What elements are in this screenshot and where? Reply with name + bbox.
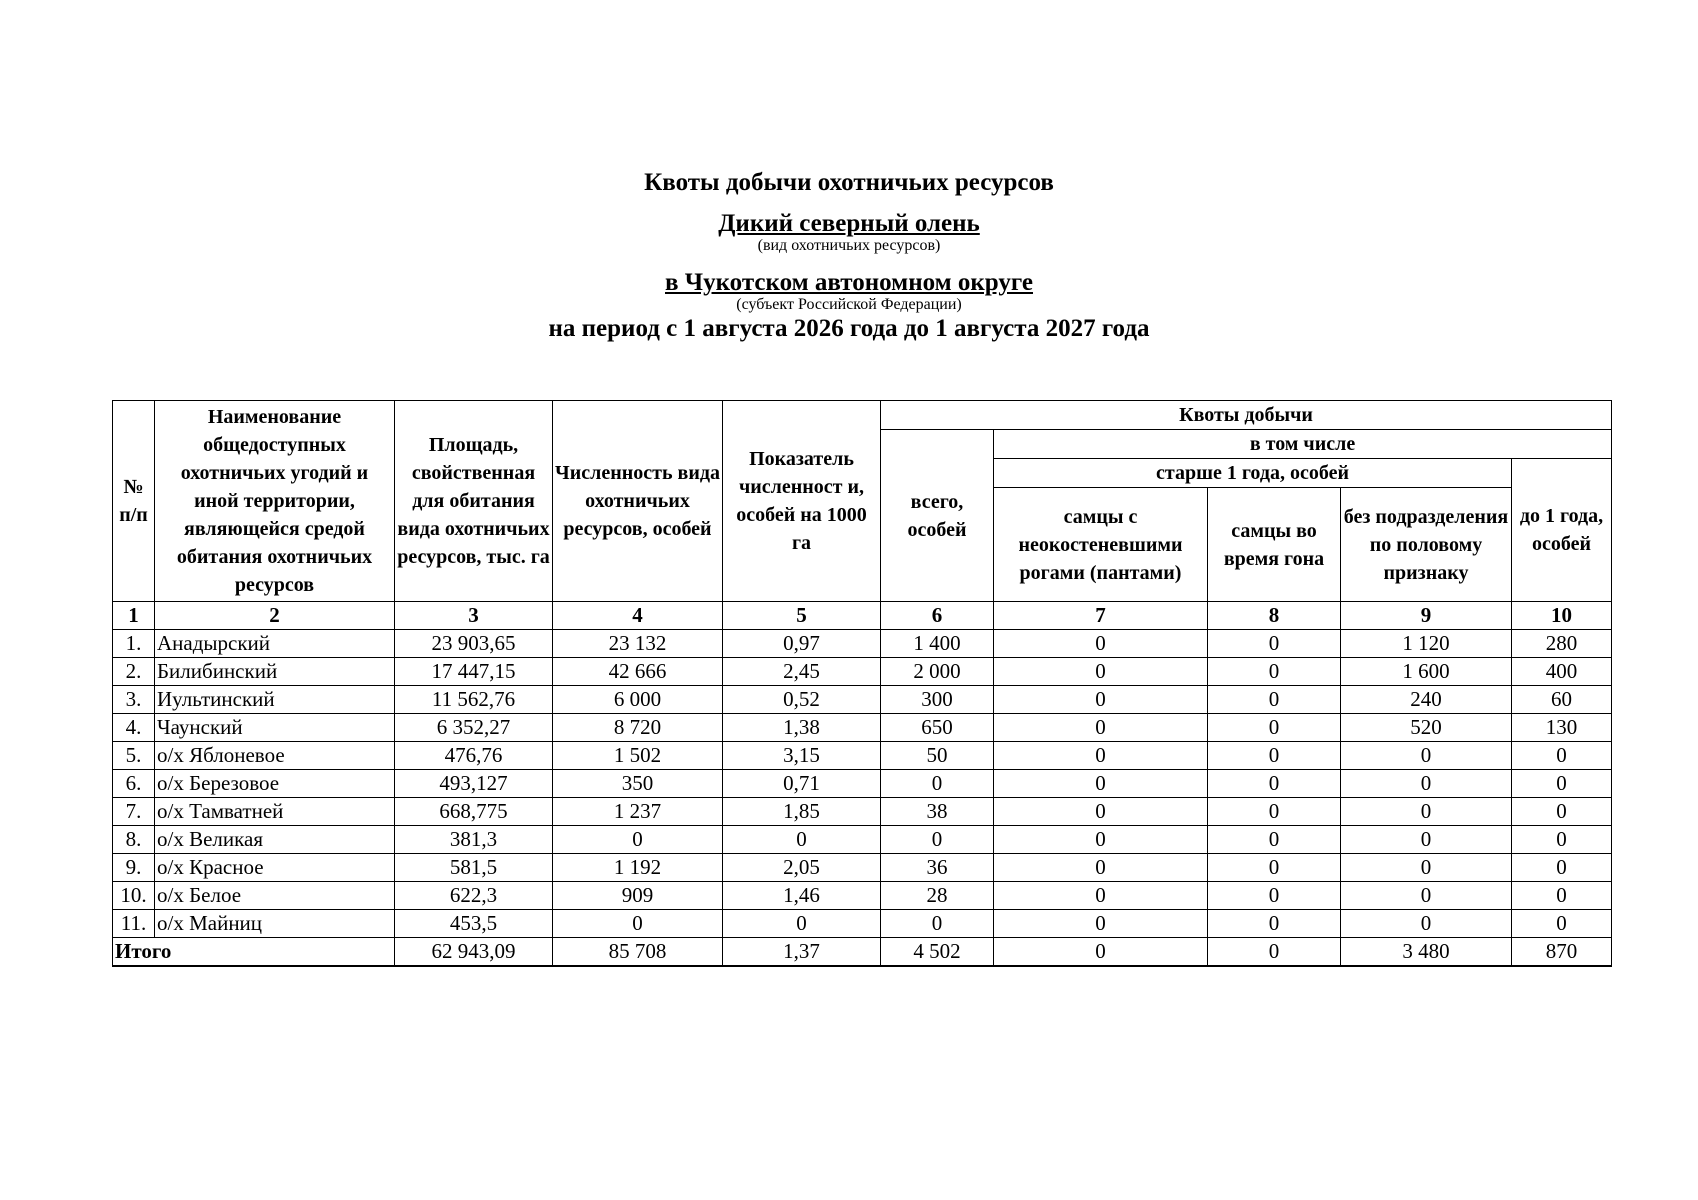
area-size: 493,127 xyxy=(395,770,553,798)
area-name: Билибинский xyxy=(155,658,395,686)
population: 350 xyxy=(553,770,723,798)
density: 1,85 xyxy=(723,798,881,826)
density: 0,71 xyxy=(723,770,881,798)
area-size: 23 903,65 xyxy=(395,630,553,658)
quota-rut: 0 xyxy=(1208,686,1341,714)
area-size: 381,3 xyxy=(395,826,553,854)
row-number: 11. xyxy=(113,910,155,938)
header-rut: самцы во время гона xyxy=(1208,488,1341,602)
header-velvet: самцы с неокостеневшими рогами (пантами) xyxy=(994,488,1208,602)
quota-young: 60 xyxy=(1512,686,1612,714)
population: 42 666 xyxy=(553,658,723,686)
quota-table xyxy=(112,400,1612,967)
area-name: о/х Красное xyxy=(155,854,395,882)
quota-total: 0 xyxy=(881,910,994,938)
quota-rut: 0 xyxy=(1208,714,1341,742)
quota-young: 0 xyxy=(1512,882,1612,910)
column-number: 7 xyxy=(994,602,1208,630)
total-young: 870 xyxy=(1512,938,1612,967)
header-older: старше 1 года, особей xyxy=(994,459,1512,488)
row-number: 7. xyxy=(113,798,155,826)
header-population: Численность вида охотничьих ресурсов, особей xyxy=(553,401,723,602)
column-number: 2 xyxy=(155,602,395,630)
quota-young: 0 xyxy=(1512,798,1612,826)
population: 909 xyxy=(553,882,723,910)
area-name: Иультинский xyxy=(155,686,395,714)
table-row xyxy=(113,910,1612,938)
area-name: о/х Тамватней xyxy=(155,798,395,826)
quota-rut: 0 xyxy=(1208,910,1341,938)
quota-rut: 0 xyxy=(1208,882,1341,910)
population: 23 132 xyxy=(553,630,723,658)
total-no-sex: 3 480 xyxy=(1341,938,1512,967)
quota-young: 400 xyxy=(1512,658,1612,686)
area-size: 581,5 xyxy=(395,854,553,882)
quota-no-sex: 0 xyxy=(1341,798,1512,826)
quota-total: 36 xyxy=(881,854,994,882)
document-header xyxy=(0,168,1698,344)
column-number-row xyxy=(113,602,1612,630)
area-name: Анадырский xyxy=(155,630,395,658)
column-number: 1 xyxy=(113,602,155,630)
quota-velvet: 0 xyxy=(994,658,1208,686)
table-row xyxy=(113,770,1612,798)
quota-young: 130 xyxy=(1512,714,1612,742)
density: 3,15 xyxy=(723,742,881,770)
area-size: 453,5 xyxy=(395,910,553,938)
table-row xyxy=(113,798,1612,826)
header-no-sex: без подразделения по половому признаку xyxy=(1341,488,1512,602)
quota-no-sex: 1 600 xyxy=(1341,658,1512,686)
quota-velvet: 0 xyxy=(994,742,1208,770)
area-size: 476,76 xyxy=(395,742,553,770)
quota-velvet: 0 xyxy=(994,882,1208,910)
column-number: 4 xyxy=(553,602,723,630)
table-row xyxy=(113,882,1612,910)
quota-rut: 0 xyxy=(1208,826,1341,854)
row-number: 8. xyxy=(113,826,155,854)
quota-velvet: 0 xyxy=(994,798,1208,826)
column-number: 8 xyxy=(1208,602,1341,630)
area-name: о/х Яблоневое xyxy=(155,742,395,770)
density: 0,97 xyxy=(723,630,881,658)
quota-no-sex: 0 xyxy=(1341,742,1512,770)
total-row xyxy=(113,938,1612,967)
density: 1,46 xyxy=(723,882,881,910)
table-row xyxy=(113,854,1612,882)
density: 0 xyxy=(723,826,881,854)
quota-rut: 0 xyxy=(1208,742,1341,770)
table-header xyxy=(113,401,1612,630)
quota-rut: 0 xyxy=(1208,630,1341,658)
header-density: Показатель численност и, особей на 1000 га xyxy=(723,401,881,602)
total-quota: 4 502 xyxy=(881,938,994,967)
population: 1 502 xyxy=(553,742,723,770)
quota-total: 0 xyxy=(881,770,994,798)
table-row xyxy=(113,826,1612,854)
area-size: 6 352,27 xyxy=(395,714,553,742)
quota-velvet: 0 xyxy=(994,826,1208,854)
quota-no-sex: 0 xyxy=(1341,770,1512,798)
quota-no-sex: 0 xyxy=(1341,882,1512,910)
quota-rut: 0 xyxy=(1208,770,1341,798)
quota-young: 0 xyxy=(1512,854,1612,882)
table-row xyxy=(113,742,1612,770)
header-total: всего, особей xyxy=(881,430,994,602)
quota-total: 1 400 xyxy=(881,630,994,658)
density: 1,38 xyxy=(723,714,881,742)
quota-rut: 0 xyxy=(1208,658,1341,686)
quota-rut: 0 xyxy=(1208,798,1341,826)
header-num: № п/п xyxy=(113,401,155,602)
row-number: 6. xyxy=(113,770,155,798)
row-number: 9. xyxy=(113,854,155,882)
area-size: 17 447,15 xyxy=(395,658,553,686)
area-name: о/х Великая xyxy=(155,826,395,854)
table-body xyxy=(113,630,1612,967)
quota-no-sex: 520 xyxy=(1341,714,1512,742)
population: 1 192 xyxy=(553,854,723,882)
quota-total: 50 xyxy=(881,742,994,770)
row-number: 2. xyxy=(113,658,155,686)
quota-velvet: 0 xyxy=(994,854,1208,882)
density: 0 xyxy=(723,910,881,938)
quota-total: 28 xyxy=(881,882,994,910)
quota-no-sex: 0 xyxy=(1341,826,1512,854)
area-name: о/х Майниц xyxy=(155,910,395,938)
total-velvet: 0 xyxy=(994,938,1208,967)
quota-young: 0 xyxy=(1512,910,1612,938)
population: 0 xyxy=(553,826,723,854)
column-number: 9 xyxy=(1341,602,1512,630)
column-number: 5 xyxy=(723,602,881,630)
total-rut: 0 xyxy=(1208,938,1341,967)
area-name: о/х Белое xyxy=(155,882,395,910)
region-caption: (субъект Российской Федерации) xyxy=(736,296,962,313)
quota-total: 300 xyxy=(881,686,994,714)
area-size: 11 562,76 xyxy=(395,686,553,714)
quota-total: 650 xyxy=(881,714,994,742)
area-size: 668,775 xyxy=(395,798,553,826)
row-number: 4. xyxy=(113,714,155,742)
row-number: 10. xyxy=(113,882,155,910)
header-quotas: Квоты добычи xyxy=(881,401,1612,430)
population: 8 720 xyxy=(553,714,723,742)
column-number: 3 xyxy=(395,602,553,630)
population: 6 000 xyxy=(553,686,723,714)
quota-no-sex: 240 xyxy=(1341,686,1512,714)
quota-young: 0 xyxy=(1512,770,1612,798)
area-name: о/х Березовое xyxy=(155,770,395,798)
quota-total: 38 xyxy=(881,798,994,826)
column-number: 6 xyxy=(881,602,994,630)
document-title: Квоты добычи охотничьих ресурсов xyxy=(644,169,1054,196)
table-row xyxy=(113,658,1612,686)
row-number: 3. xyxy=(113,686,155,714)
quota-velvet: 0 xyxy=(994,630,1208,658)
header-area: Площадь, свойственная для обитания вида охотничьих ресурсов, тыс. га xyxy=(395,401,553,602)
quota-velvet: 0 xyxy=(994,770,1208,798)
total-population: 85 708 xyxy=(553,938,723,967)
total-area: 62 943,09 xyxy=(395,938,553,967)
quota-young: 0 xyxy=(1512,826,1612,854)
period-text: на период с 1 августа 2026 года до 1 августа 2027 года xyxy=(548,315,1150,342)
species-caption: (вид охотничьих ресурсов) xyxy=(757,237,941,254)
density: 2,05 xyxy=(723,854,881,882)
quota-young: 280 xyxy=(1512,630,1612,658)
table-row xyxy=(113,714,1612,742)
area-name: Чаунский xyxy=(155,714,395,742)
quota-rut: 0 xyxy=(1208,854,1341,882)
area-size: 622,3 xyxy=(395,882,553,910)
column-number: 10 xyxy=(1512,602,1612,630)
quota-no-sex: 0 xyxy=(1341,854,1512,882)
row-number: 1. xyxy=(113,630,155,658)
row-number: 5. xyxy=(113,742,155,770)
quota-velvet: 0 xyxy=(994,714,1208,742)
header-young: до 1 года, особей xyxy=(1512,459,1612,602)
total-label: Итого xyxy=(113,938,395,967)
total-density: 1,37 xyxy=(723,938,881,967)
population: 0 xyxy=(553,910,723,938)
density: 0,52 xyxy=(723,686,881,714)
quota-velvet: 0 xyxy=(994,910,1208,938)
density: 2,45 xyxy=(723,658,881,686)
species-name: Дикий северный олень xyxy=(718,210,980,237)
header-including: в том числе xyxy=(994,430,1612,459)
quota-no-sex: 0 xyxy=(1341,910,1512,938)
quota-total: 0 xyxy=(881,826,994,854)
header-name: Наименование общедоступных охотничьих угодий и иной территории, являющейся средой обитания охотничьих ресурсов xyxy=(155,401,395,602)
table-row xyxy=(113,686,1612,714)
quota-no-sex: 1 120 xyxy=(1341,630,1512,658)
table-row xyxy=(113,630,1612,658)
population: 1 237 xyxy=(553,798,723,826)
quota-total: 2 000 xyxy=(881,658,994,686)
quota-young: 0 xyxy=(1512,742,1612,770)
region-name: в Чукотском автономном округе xyxy=(665,269,1033,296)
quota-velvet: 0 xyxy=(994,686,1208,714)
